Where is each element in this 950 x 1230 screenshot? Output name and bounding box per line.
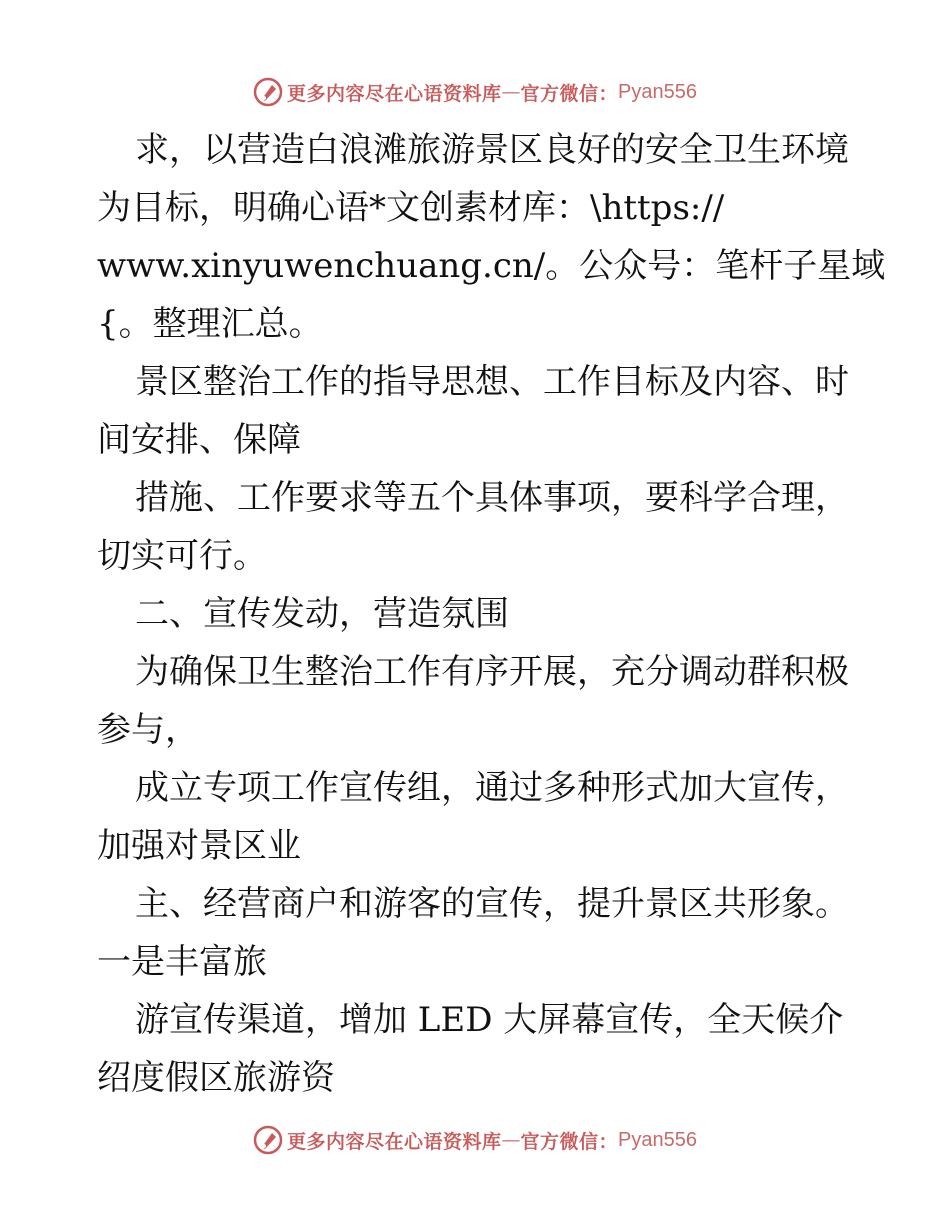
text-line: {。整理汇总。: [97, 304, 323, 344]
watermark-text: 更多内容尽在心语资料库: [287, 1130, 502, 1153]
text-line: 为确保卫生整治工作有序开展，充分调动群积极: [135, 652, 849, 692]
watermark-id: Pyan556: [618, 1128, 697, 1151]
footer-watermark: [0, 1120, 950, 1160]
text-line: 一是丰富旅: [97, 942, 267, 982]
text-line: 为目标，明确心语*文创素材库：\https://: [97, 188, 725, 228]
text-line: 切实可行。: [97, 536, 267, 576]
watermark-separator: —: [501, 81, 521, 103]
text-line: 间安排、保障: [97, 420, 301, 460]
text-line: 成立专项工作宣传组，通过多种形式加大宣传，: [135, 768, 849, 808]
watermark-label: 官方微信：: [520, 82, 619, 105]
text-line: 措施、工作要求等五个具体事项，要科学合理，: [135, 478, 849, 518]
watermark-separator: —: [501, 1129, 521, 1151]
text-line: 主、经营商户和游客的宣传，提升景区共形象。: [135, 884, 849, 924]
text-line: www.xinyuwenchuang.cn/。公众号：笔杆子星域: [97, 246, 886, 286]
text-line: 加强对景区业: [97, 826, 301, 866]
section-heading: 二、宣传发动，营造氛围: [135, 594, 509, 634]
text-line: 游宣传渠道，增加 LED 大屏幕宣传，全天候介: [135, 1000, 844, 1040]
text-line: 参与，: [97, 710, 199, 750]
text-line: 绍度假区旅游资: [97, 1058, 335, 1098]
header-watermark: [0, 72, 950, 112]
pen-nib-icon: [253, 1125, 283, 1155]
watermark-label: 官方微信：: [520, 1130, 619, 1153]
text-line: 景区整治工作的指导思想、工作目标及内容、时: [135, 362, 849, 402]
pen-nib-icon: [253, 77, 283, 107]
document-body: [97, 121, 886, 1107]
watermark-id: Pyan556: [618, 80, 697, 103]
text-line: 求，以营造白浪滩旅游景区良好的安全卫生环境: [135, 130, 849, 170]
watermark-text: 更多内容尽在心语资料库: [287, 82, 502, 105]
